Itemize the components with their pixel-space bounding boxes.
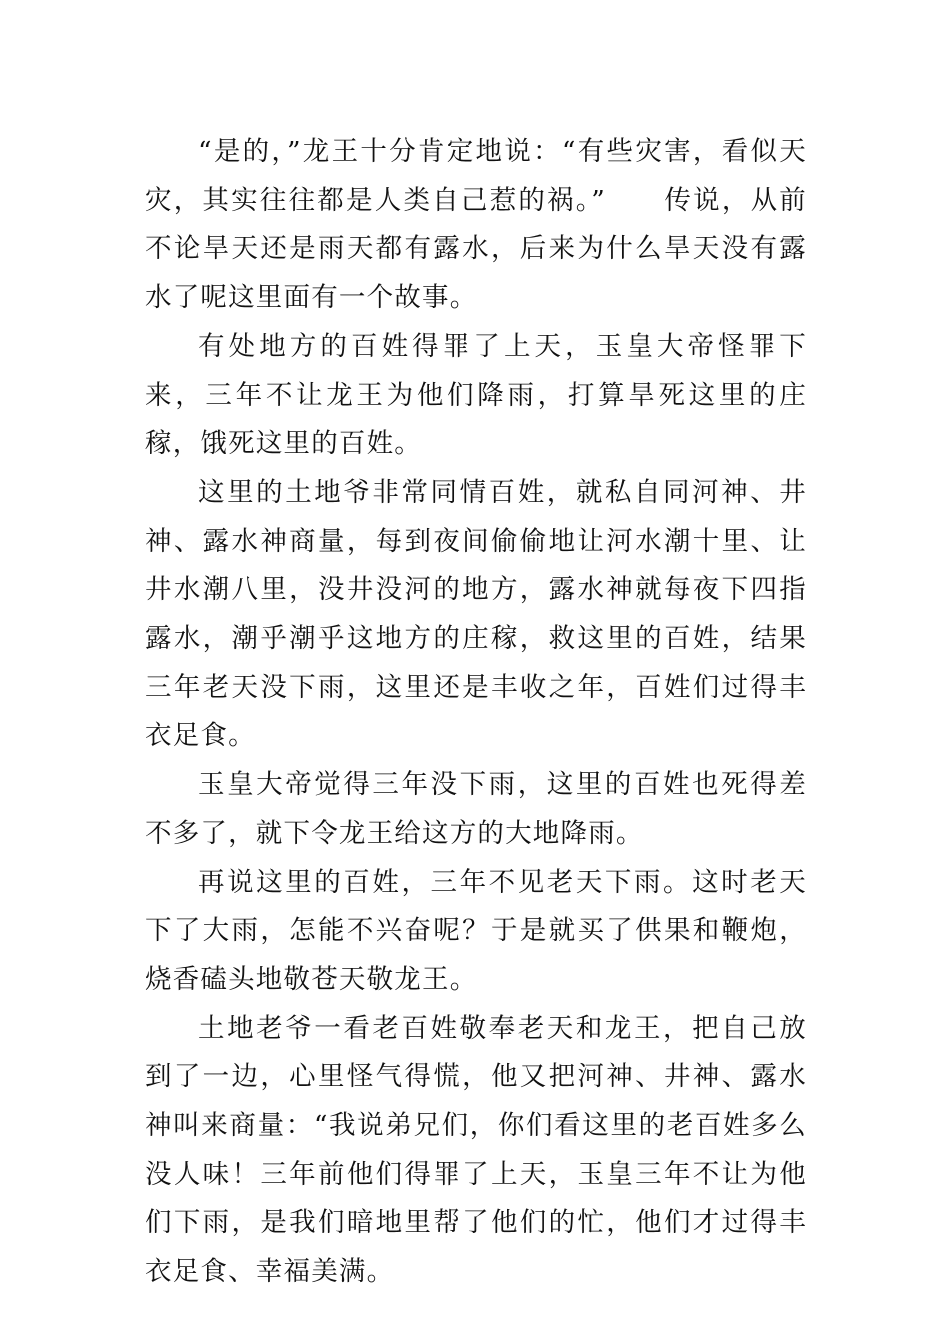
- paragraph-1: “是的，”龙王十分肯定地说：“有些灾害，看似天灾，其实往往都是人类自己惹的祸。” 传说，从前不论旱天还是雨天都有露水，后来为什么旱天没有露水了呢这里面有一个故事。: [145, 136, 807, 314]
- paragraph-6: 土地老爷一看老百姓敬奉老天和龙王，把自己放到了一边，心里怪气得慌，他又把河神、井神、露水神叫来商量：“我说弟兄们，你们看这里的老百姓多么没人味！三年前他们得罪了上天，玉皇三年不让为他们下雨，是我们暗地里帮了他们的忙，他们才过得丰衣足食、幸福美满。: [145, 1012, 807, 1288]
- document-page: [145, 128, 807, 1297]
- paragraph-4: 玉皇大帝觉得三年没下雨，这里的百姓也死得差不多了，就下令龙王给这方的大地降雨。: [145, 769, 807, 849]
- paragraph-3: 这里的土地爷非常同情百姓，就私自同河神、井神、露水神商量，每到夜间偷偷地让河水潮十里、让井水潮八里，没井没河的地方，露水神就每夜下四指露水，潮乎潮乎这地方的庄稼，救这里的百姓，结果三年老天没下雨，这里还是丰收之年，百姓们过得丰衣足食。: [145, 476, 807, 752]
- paragraph-2: 有处地方的百姓得罪了上天，玉皇大帝怪罪下来，三年不让龙王为他们降雨，打算旱死这里的庄稼，饿死这里的百姓。: [145, 330, 807, 460]
- paragraph-5: 再说这里的百姓，三年不见老天下雨。这时老天下了大雨，怎能不兴奋呢？于是就买了供果和鞭炮，烧香磕头地敬苍天敬龙王。: [145, 866, 807, 995]
